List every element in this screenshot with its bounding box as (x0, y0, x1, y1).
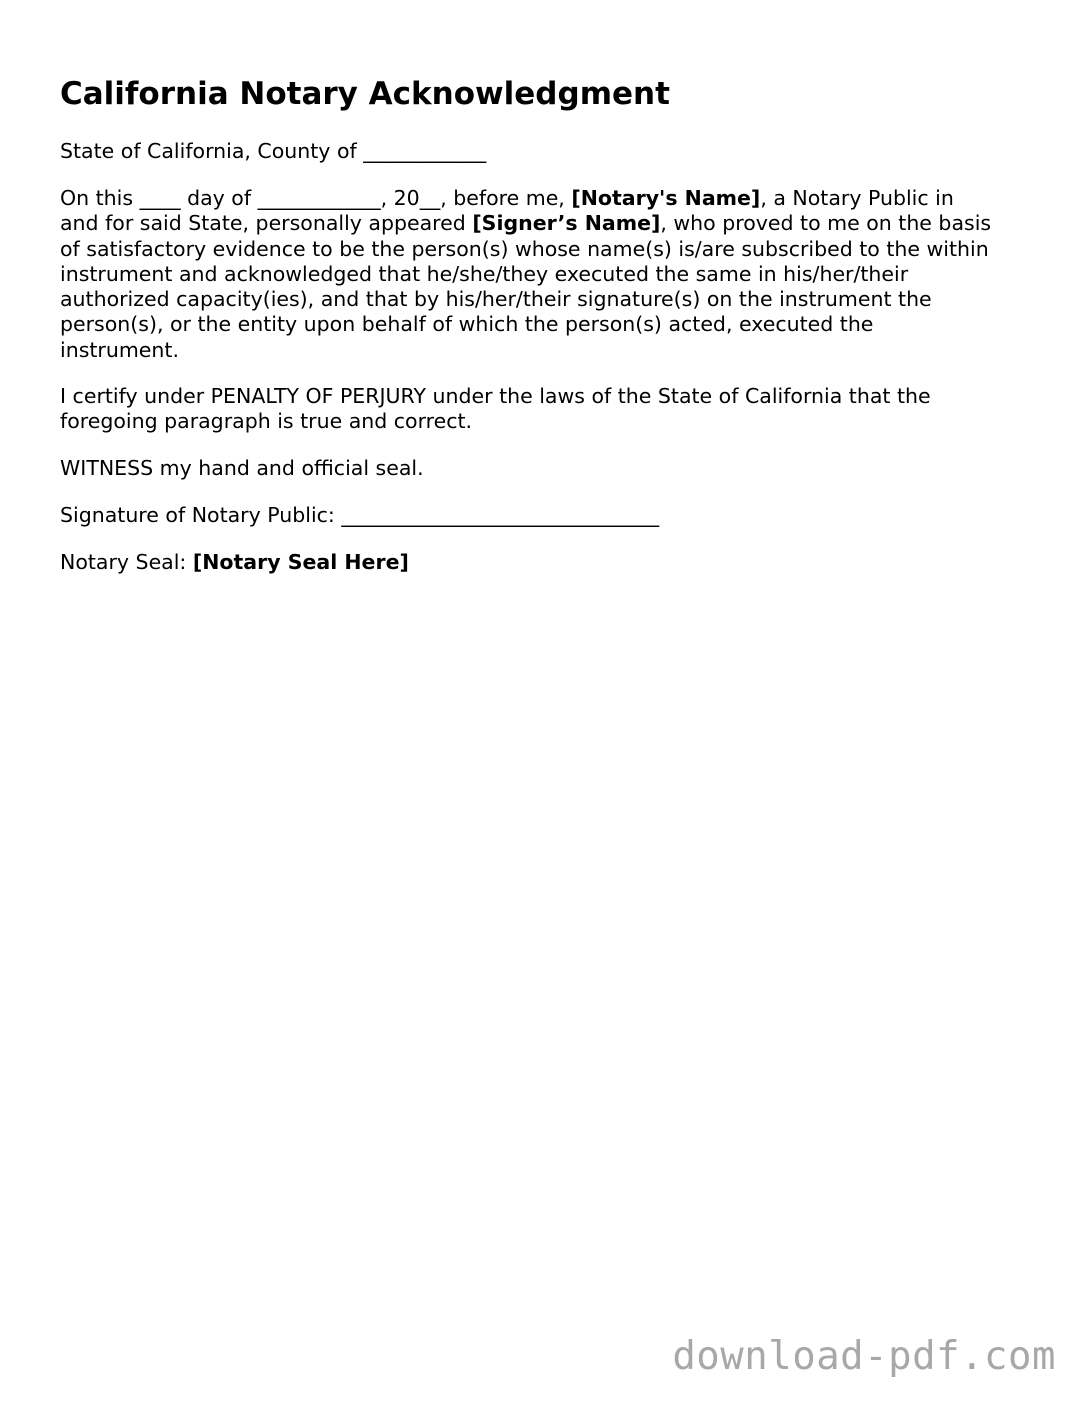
signature-line (60, 503, 659, 528)
paragraph-line: foregoing paragraph is true and correct. (60, 409, 473, 433)
document-title: California Notary Acknowledgment (60, 76, 670, 112)
witness-line: WITNESS my hand and official seal. (60, 456, 424, 480)
paragraph-line: person(s), or the entity upon behalf of which the person(s) acted, executed the (60, 312, 874, 336)
paragraph-line: of satisfactory evidence to be the person(s) whose name(s) is/are subscribed to the within (60, 237, 989, 261)
paragraph-line: and for said State, personally appeared [Signer’s Name], who proved to me on the basis (60, 211, 992, 235)
signature-label: Signature of Notary Public: (60, 503, 342, 527)
paragraph-line: instrument. (60, 338, 179, 362)
seal-placeholder: [Notary Seal Here] (192, 550, 409, 574)
paragraph-line: On this ____ day of ____________, 20__, before me, [Notary's Name], a Notary Public in (60, 186, 954, 210)
paragraph-line: I certify under PENALTY OF PERJURY under the laws of the State of California that the (60, 384, 931, 408)
paragraph-line: instrument and acknowledged that he/she/they executed the same in his/her/their (60, 262, 909, 286)
notary-seal-line (60, 550, 409, 575)
paragraph-line: authorized capacity(ies), and that by his/her/their signature(s) on the instrument the (60, 287, 932, 311)
seal-label: Notary Seal: (60, 550, 193, 574)
notary-name-placeholder: [Notary's Name] (571, 186, 761, 210)
signer-name-placeholder: [Signer’s Name] (472, 211, 661, 235)
signature-blank: _______________________________ (341, 503, 660, 527)
county-line: State of California, County of ____________ (60, 139, 487, 163)
watermark: download-pdf.com (672, 1334, 1056, 1379)
